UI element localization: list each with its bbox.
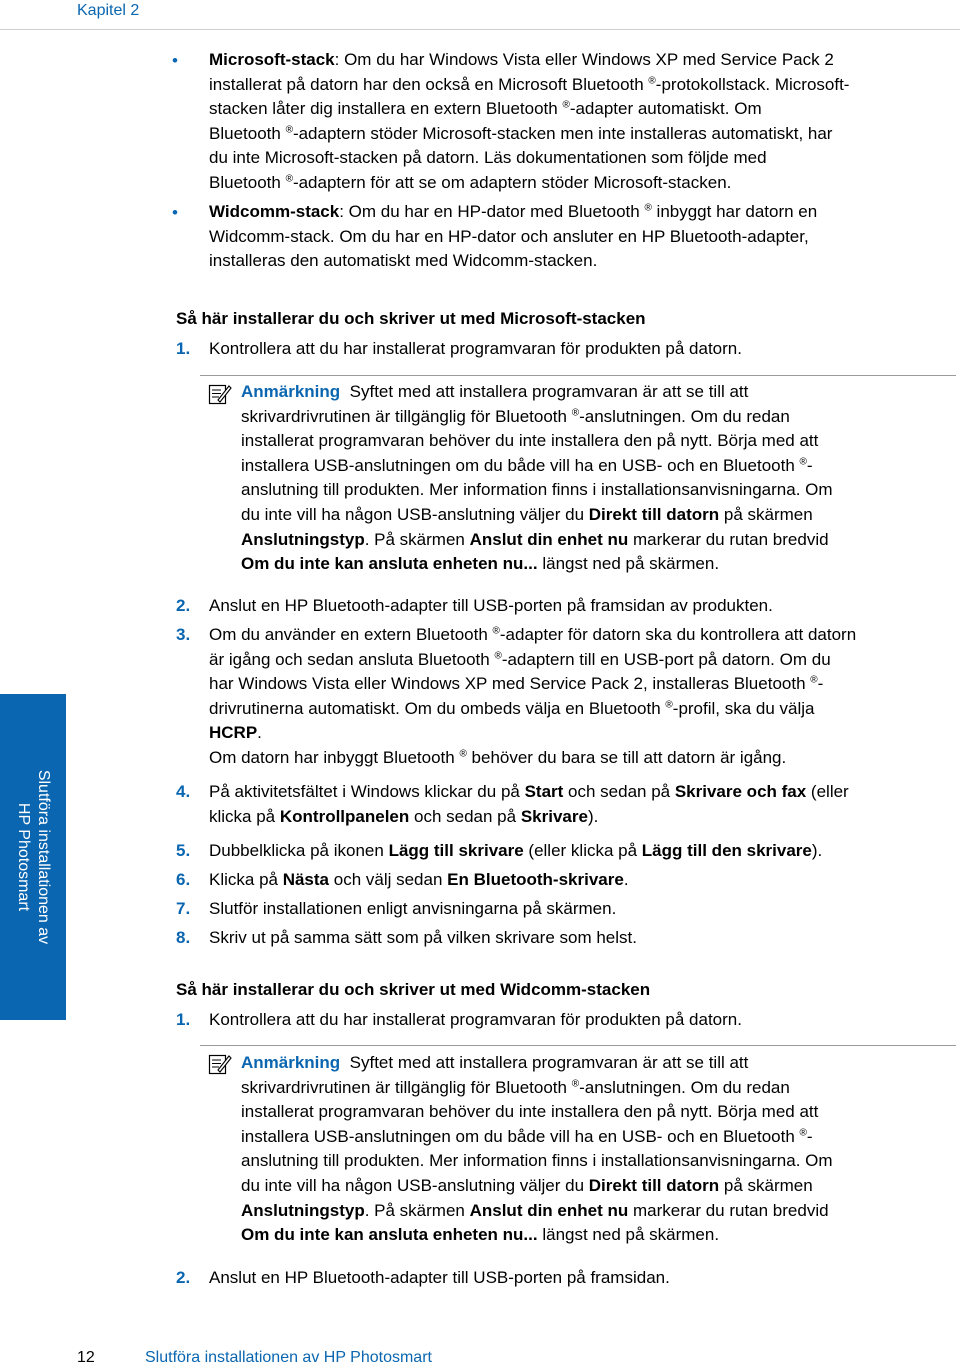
text-run: Syftet med att installera programvaran är att se till att — [349, 1053, 749, 1072]
step-number: 2. — [176, 1268, 191, 1287]
text-run: skrivardrivrutinen är tillgänglig för Bluetooth — [241, 1077, 572, 1097]
text-run: Microsoft-stack — [209, 50, 335, 69]
note-block-microsoft — [241, 380, 956, 577]
text-run: installerat programvaran behöver du inte installera den på nytt. Börja med att — [241, 431, 819, 451]
text-run: du inte Microsoft-stacken på datorn. Läs dokumentationen som följde med — [209, 148, 767, 168]
text-run: markerar du rutan bredvid — [628, 1200, 829, 1220]
text-run: klicka på — [209, 806, 280, 826]
registered-mark: ® — [799, 456, 807, 468]
text-run: anslutning till produkten. Mer information finns i installationsanvisningarna. Om — [241, 480, 833, 500]
registered-mark: ® — [285, 173, 293, 185]
text-run: på skärmen — [719, 1175, 813, 1195]
text-run: behöver du bara se till att datorn är igång. — [466, 747, 787, 767]
step-text — [209, 594, 959, 619]
note-pencil-icon — [208, 382, 232, 406]
text-run: Widcomm-stack — [209, 202, 340, 221]
note-pencil-icon — [208, 1052, 232, 1076]
step-text — [209, 839, 959, 864]
step-number: 5. — [176, 841, 191, 860]
text-run: anslutning till produkten. Mer information finns i installationsanvisningarna. Om — [241, 1151, 833, 1171]
text-run: Widcomm-stack. Om du har en HP-dator och ansluter en HP Bluetooth-adapter, — [209, 226, 809, 246]
step-text — [209, 623, 959, 771]
text-run: Lägg till skrivare — [388, 841, 524, 860]
text-run: stacken låter dig installera en extern Bluetooth — [209, 99, 563, 119]
text-run: En Bluetooth-skrivare — [447, 870, 624, 889]
text-run: du inte vill ha någon USB-anslutning väljer du — [241, 504, 589, 524]
text-run: : Om du har en HP-dator med Bluetooth — [339, 202, 645, 221]
registered-mark: ® — [562, 99, 570, 111]
step-number: 7. — [176, 899, 191, 918]
text-run: och sedan på — [563, 782, 675, 801]
registered-mark: ® — [810, 674, 818, 686]
text-run: installerat programvaran behöver du inte installera den på nytt. Börja med att — [241, 1102, 819, 1122]
text-run: Syftet med att installera programvaran är att se till att — [349, 382, 749, 401]
text-run: Anslutningstyp — [241, 529, 365, 549]
bullet-widcomm-stack — [209, 200, 960, 274]
note-block-widcomm — [241, 1051, 956, 1248]
text-run: Anslut din enhet nu — [469, 529, 629, 549]
step-text — [209, 926, 959, 951]
text-run: Direkt till datorn — [588, 1175, 720, 1195]
text-run: -adapter automatiskt. Om — [569, 99, 762, 119]
step-number: 1. — [176, 339, 191, 358]
text-run: skrivardrivrutinen är tillgänglig för Bluetooth — [241, 406, 572, 426]
text-run: markerar du rutan bredvid — [628, 529, 829, 549]
step-number: 6. — [176, 870, 191, 889]
text-run: . På skärmen — [364, 529, 470, 549]
text-run: - — [817, 674, 824, 694]
text-run: : Om du har Windows Vista eller Windows XP med Service Pack 2 — [334, 50, 834, 69]
side-tab-line2: HP Photosmart — [15, 802, 32, 912]
text-run: Nästa — [282, 870, 330, 889]
text-run: installerat på datorn har den också en Microsoft Bluetooth — [209, 74, 649, 94]
text-run: ). — [587, 806, 599, 826]
text-run: har Windows Vista eller Windows XP med Service Pack 2, installeras Bluetooth — [209, 674, 811, 694]
text-run: du inte vill ha någon USB-anslutning väljer du — [241, 1175, 589, 1195]
registered-mark: ® — [648, 74, 656, 86]
text-run: Skrivare — [520, 806, 588, 826]
registered-mark: ® — [459, 748, 467, 760]
note-top-rule — [200, 1045, 956, 1046]
section-heading-widcomm: Så här installerar du och skriver ut med Widcomm-stacken — [176, 980, 651, 999]
registered-mark: ® — [494, 649, 502, 661]
text-run: är igång och sedan ansluta Bluetooth — [209, 649, 495, 669]
text-run: -adaptern till en USB-port på datorn. Om du — [501, 649, 831, 669]
bullet-dot: • — [172, 51, 178, 70]
text-run: Om datorn har inbyggt Bluetooth — [209, 747, 460, 767]
text-run: (eller klicka på — [523, 841, 642, 860]
registered-mark: ® — [665, 699, 673, 711]
text-run: Direkt till datorn — [588, 504, 720, 524]
chapter-label: Kapitel 2 — [77, 2, 140, 19]
text-run: installeras den automatiskt med Widcomm-stacken. — [209, 251, 598, 271]
text-run: -profil, ska du välja — [672, 698, 815, 718]
text-run: installera USB-anslutningen om du både vill ha en USB- och en Bluetooth — [241, 1126, 800, 1146]
text-run: ). — [811, 841, 823, 860]
text-run: Start — [524, 782, 564, 801]
step-number: 2. — [176, 596, 191, 615]
text-run: Om du inte kan ansluta enheten nu... — [241, 554, 538, 574]
text-run: -adaptern stöder Microsoft-stacken men inte installeras automatiskt, har — [292, 123, 833, 143]
step-text — [209, 868, 959, 893]
text-run: - — [806, 455, 813, 475]
text-run: Kontrollpanelen — [279, 806, 410, 826]
text-run: längst ned på skärmen. — [537, 554, 720, 574]
note-text — [241, 382, 833, 573]
text-run: -anslutningen. Om du redan — [579, 406, 790, 426]
text-run: På aktivitetsfältet i Windows klickar du på — [209, 782, 525, 801]
step-text: Kontrollera att du har installerat programvaran för produkten på datorn. — [209, 1010, 742, 1029]
section-heading-microsoft: Så här installerar du och skriver ut med Microsoft-stacken — [176, 309, 646, 328]
chapter-side-tab — [0, 694, 66, 1020]
step-text — [209, 897, 959, 922]
text-run: Slutför installationen enligt anvisningarna på skärmen. — [209, 899, 617, 918]
text-run: drivrutinerna automatiskt. Om du ombeds välja en Bluetooth — [209, 698, 666, 718]
text-run: - — [806, 1126, 813, 1146]
registered-mark: ® — [644, 202, 652, 214]
text-run: på skärmen — [719, 504, 813, 524]
side-tab-line1: Slutföra installationen av — [35, 769, 52, 945]
text-run: Lägg till den skrivare — [641, 841, 812, 860]
text-run: Bluetooth — [209, 172, 286, 192]
text-run: inbyggt har datorn en — [651, 202, 818, 221]
step-number: 3. — [176, 625, 191, 644]
text-run: Om du använder en extern Bluetooth — [209, 625, 493, 644]
text-run: Dubbelklicka på ikonen — [209, 841, 389, 860]
bullet-microsoft-stack — [209, 48, 960, 196]
note-label: Anmärkning — [241, 1053, 341, 1072]
text-run: och sedan på — [409, 806, 521, 826]
text-run: och välj sedan — [329, 870, 448, 889]
registered-mark: ® — [799, 1127, 807, 1139]
header-divider — [0, 29, 960, 30]
step-text — [209, 780, 959, 829]
note-top-rule — [200, 375, 956, 376]
registered-mark: ® — [492, 625, 500, 637]
text-run: Klicka på — [209, 870, 283, 889]
page-number: 12 — [77, 1349, 95, 1366]
step-text: Kontrollera att du har installerat programvaran för produkten på datorn. — [209, 339, 742, 358]
text-run: längst ned på skärmen. — [537, 1225, 720, 1245]
step-number: 1. — [176, 1010, 191, 1029]
text-run: HCRP — [209, 723, 258, 743]
text-run: Bluetooth — [209, 123, 286, 143]
registered-mark: ® — [571, 1077, 580, 1089]
side-tab-text — [0, 694, 66, 1020]
note-text — [241, 1053, 833, 1244]
step-number: 8. — [176, 928, 191, 947]
text-run: installera USB-anslutningen om du både vill ha en USB- och en Bluetooth — [241, 455, 800, 475]
text-run: Om du inte kan ansluta enheten nu... — [241, 1225, 538, 1245]
text-run: . På skärmen — [364, 1200, 470, 1220]
text-run: . — [257, 723, 262, 743]
text-run: -anslutningen. Om du redan — [579, 1077, 790, 1097]
footer-title: Slutföra installationen av HP Photosmart — [145, 1349, 432, 1366]
registered-mark: ® — [571, 406, 580, 418]
text-run: -protokollstack. Microsoft- — [655, 74, 850, 94]
text-run: Anslutningstyp — [241, 1200, 365, 1220]
text-run: -adapter för datorn ska du kontrollera att datorn — [499, 625, 857, 644]
text-run: (eller — [806, 782, 849, 801]
text-run: . — [623, 870, 629, 889]
step-text: Anslut en HP Bluetooth-adapter till USB-porten på framsidan. — [209, 1268, 670, 1287]
text-run: Skriv ut på samma sätt som på vilken skrivare som helst. — [209, 928, 637, 947]
note-label: Anmärkning — [241, 382, 341, 401]
text-run: Anslut en HP Bluetooth-adapter till USB-porten på framsidan av produkten. — [209, 596, 773, 615]
step-number: 4. — [176, 782, 191, 801]
text-run: -adaptern för att se om adaptern stöder Microsoft-stacken. — [292, 172, 732, 192]
text-run: Skrivare och fax — [674, 782, 807, 801]
registered-mark: ® — [285, 124, 293, 136]
bullet-dot: • — [172, 203, 178, 222]
text-run: Anslut din enhet nu — [469, 1200, 629, 1220]
